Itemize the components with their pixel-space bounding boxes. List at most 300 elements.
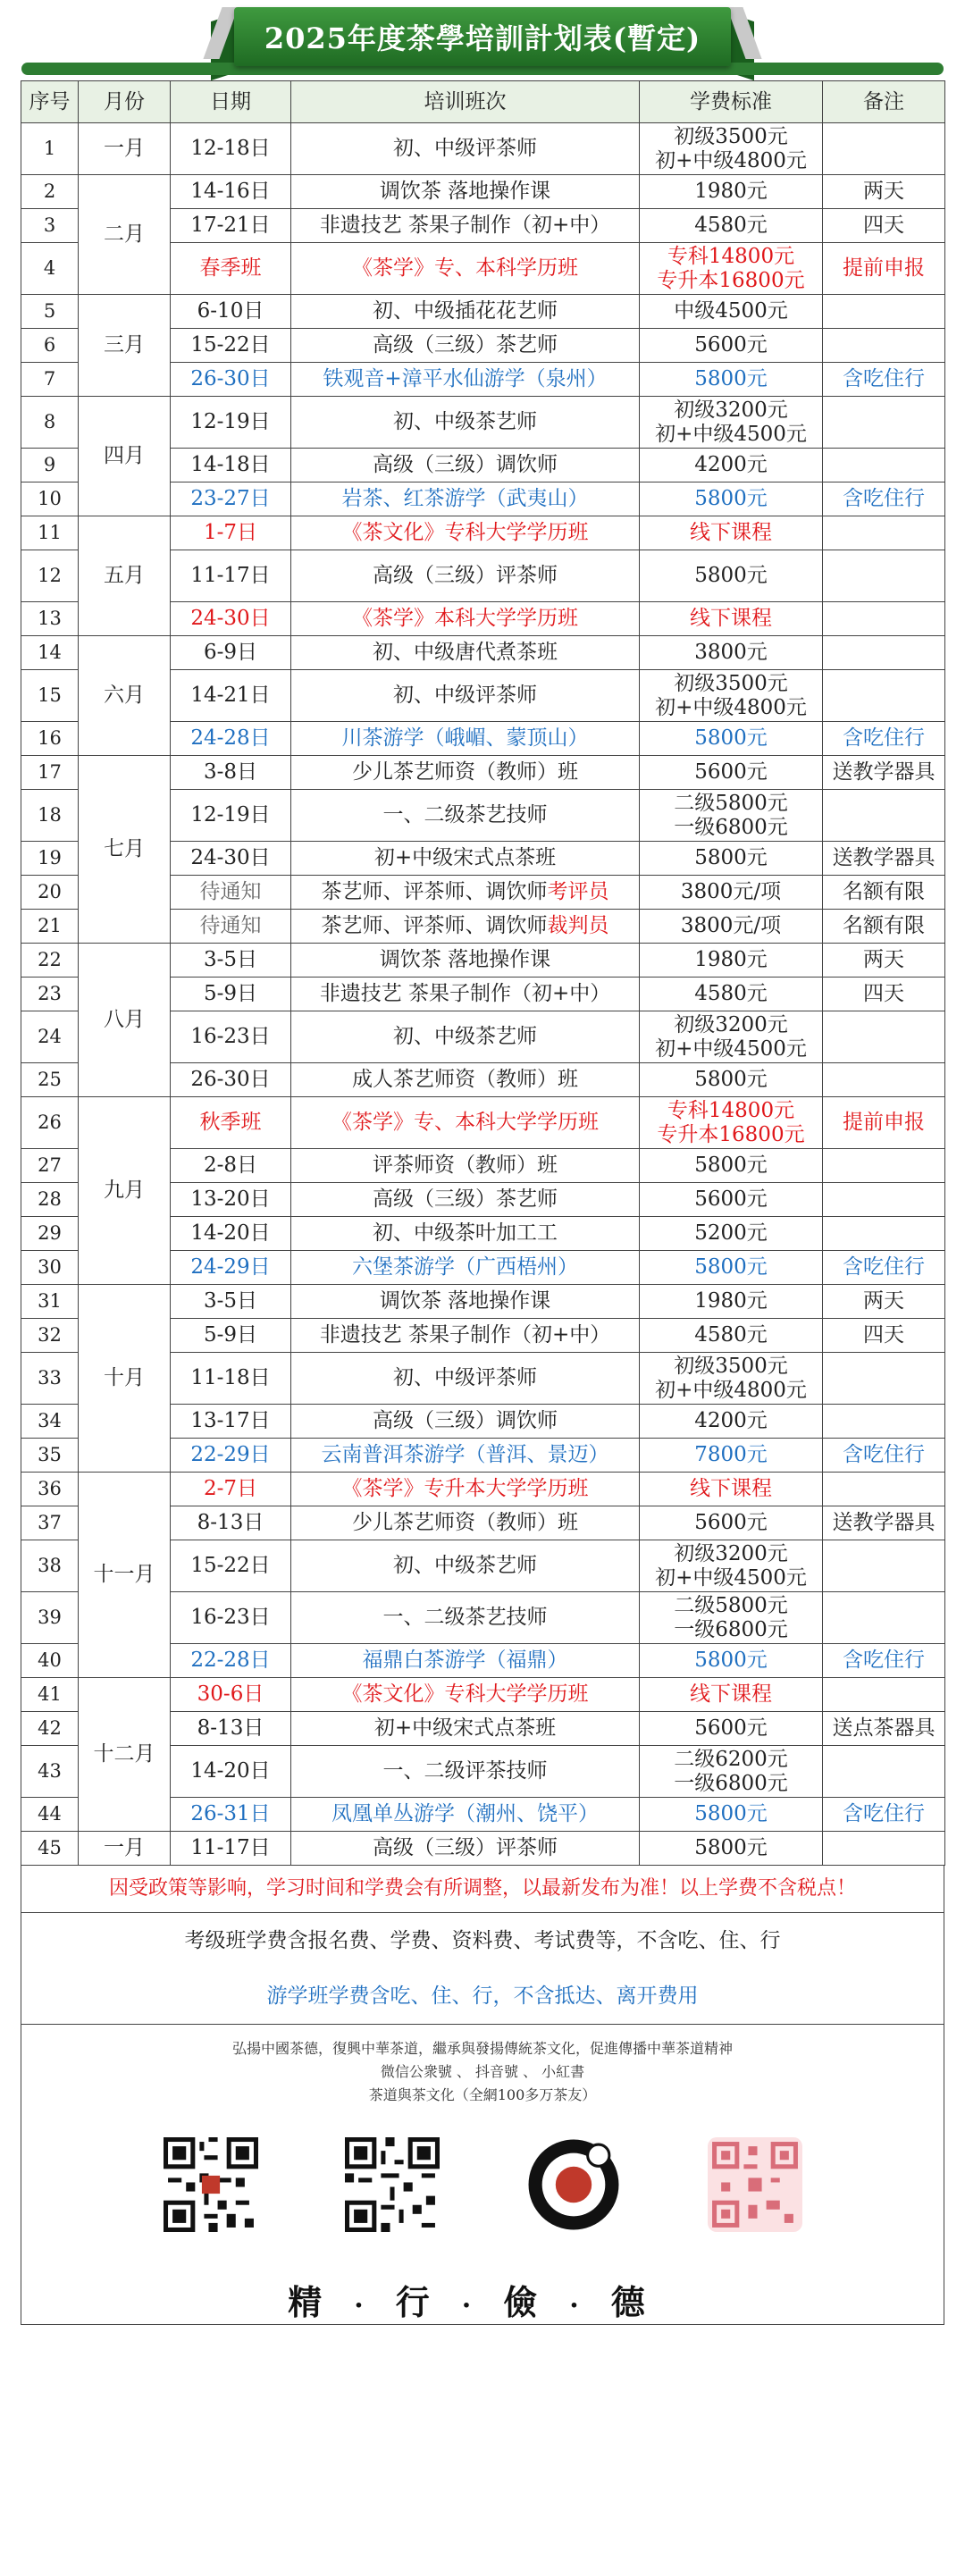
note-cell: 送教学器具: [823, 756, 945, 790]
month-cell: 三月: [79, 295, 171, 397]
date-cell: 26-30日: [171, 1063, 291, 1097]
fee-cell: [640, 978, 823, 1011]
date-cell: 13-17日: [171, 1405, 291, 1439]
fee-cell: [640, 1592, 823, 1644]
table-row: [21, 1473, 945, 1506]
course-name: 高级（三级）茶艺师: [373, 1187, 558, 1211]
date-cell: 14-20日: [171, 1746, 291, 1798]
qr-icon: [164, 2137, 258, 2232]
course-cell: [291, 1097, 640, 1149]
fee-cell: [640, 1405, 823, 1439]
note-cell: [823, 516, 945, 550]
row-number: 21: [21, 910, 79, 944]
date-cell: 6-9日: [171, 636, 291, 670]
course-cell: [291, 670, 640, 722]
fee-line: 3800元/项: [680, 880, 782, 903]
date-cell: 待通知: [171, 910, 291, 944]
row-number: 16: [21, 722, 79, 756]
title-banner: [234, 7, 731, 66]
fee-line: 专升本16800元: [657, 1122, 805, 1146]
row-number: 43: [21, 1746, 79, 1798]
fee-line: 线下课程: [690, 607, 772, 630]
date-cell: 26-31日: [171, 1798, 291, 1832]
course-name: 初、中级茶艺师: [393, 1554, 537, 1577]
course-name: 初+中级宋式点茶班: [373, 1716, 557, 1740]
row-number: 44: [21, 1798, 79, 1832]
course-cell: [291, 790, 640, 842]
date-cell: 春季班: [171, 243, 291, 295]
fee-cell: [640, 1798, 823, 1832]
note-cell: [823, 602, 945, 636]
table-header-row: [21, 81, 945, 123]
fee-cell: [640, 1746, 823, 1798]
fee-line: 专科14800元: [667, 244, 795, 268]
course-name: 《茶文化》专科大学学历班: [341, 521, 589, 544]
fee-line: 4200元: [694, 1409, 768, 1432]
course-cell: [291, 978, 640, 1011]
table-row: [21, 636, 945, 670]
fee-line: 5800元: [694, 846, 768, 869]
date-cell: 12-19日: [171, 397, 291, 449]
date-cell: 17-21日: [171, 209, 291, 243]
date-cell: 15-22日: [171, 1540, 291, 1592]
fee-cell: [640, 449, 823, 482]
course-cell: [291, 175, 640, 209]
course-name: 初、中级唐代煮茶班: [373, 641, 558, 664]
fee-line: 二级5800元: [674, 791, 788, 815]
row-number: 14: [21, 636, 79, 670]
date-cell: 14-18日: [171, 449, 291, 482]
fee-line: 5800元: [694, 1649, 768, 1672]
course-name: 少儿茶艺师资（教师）班: [352, 1511, 578, 1534]
fee-line: 5600元: [694, 333, 768, 357]
header-date: 日期: [171, 81, 291, 123]
course-cell: [291, 363, 640, 397]
fee-line: 中级4500元: [674, 299, 788, 323]
fee-line: 5800元: [694, 1255, 768, 1279]
course-name: 高级（三级）调饮师: [373, 453, 558, 476]
fee-cell: [640, 209, 823, 243]
course-cell: [291, 944, 640, 978]
fee-cell: [640, 1149, 823, 1183]
wechat-qr-code[interactable]: [164, 2137, 258, 2232]
date-cell: 24-30日: [171, 602, 291, 636]
date-cell: 24-29日: [171, 1251, 291, 1285]
course-name: 初、中级评茶师: [393, 137, 537, 160]
note-cell: [823, 397, 945, 449]
course-name: 调饮茶 落地操作课: [379, 1289, 551, 1313]
footer: [21, 1866, 944, 2325]
course-name: 福鼎白茶游学（福鼎）: [362, 1649, 568, 1672]
fee-line: 4200元: [694, 453, 768, 476]
fee-line: 4580元: [694, 1323, 768, 1347]
row-number: 11: [21, 516, 79, 550]
fee-line: 初级3500元: [674, 1354, 788, 1378]
month-cell: 八月: [79, 944, 171, 1097]
course-name: 非遗技艺 茶果子制作（初+中）: [319, 214, 611, 237]
course-cell: [291, 123, 640, 175]
course-name: 高级（三级）评茶师: [373, 1836, 558, 1859]
note-cell: 含吃住行: [823, 722, 945, 756]
note-cell: 名额有限: [823, 876, 945, 910]
fee-line: 1980元: [694, 1289, 768, 1313]
fee-cell: [640, 670, 823, 722]
course-cell: [291, 449, 640, 482]
course-name: 一、二级茶艺技师: [382, 1606, 548, 1629]
note-cell: 含吃住行: [823, 482, 945, 516]
fee-line: 二级6200元: [674, 1747, 788, 1771]
date-cell: 22-29日: [171, 1439, 291, 1473]
douyin-icon: [526, 2137, 621, 2232]
date-cell: 15-22日: [171, 329, 291, 363]
douyin-qr-code[interactable]: [345, 2137, 440, 2232]
note-cell: [823, 329, 945, 363]
fee-line: 初+中级4500元: [655, 422, 807, 446]
fee-line: 7800元: [694, 1443, 768, 1466]
row-number: 26: [21, 1097, 79, 1149]
month-cell: 九月: [79, 1097, 171, 1285]
date-cell: 11-17日: [171, 1832, 291, 1866]
row-number: 29: [21, 1217, 79, 1251]
row-number: 25: [21, 1063, 79, 1097]
note-cell: 四天: [823, 978, 945, 1011]
fee-line: 初+中级4800元: [655, 695, 807, 719]
row-number: 35: [21, 1439, 79, 1473]
note-cell: 含吃住行: [823, 363, 945, 397]
row-number: 15: [21, 670, 79, 722]
fee-cell: [640, 1712, 823, 1746]
fee-cell: [640, 397, 823, 449]
note-cell: [823, 1473, 945, 1506]
date-cell: 待通知: [171, 876, 291, 910]
note-cell: 提前申报: [823, 243, 945, 295]
note-cell: [823, 1353, 945, 1405]
course-cell: [291, 243, 640, 295]
fee-line: 3800元/项: [680, 914, 782, 937]
course-name: 调饮茶 落地操作课: [379, 948, 551, 971]
note-cell: 送教学器具: [823, 842, 945, 876]
course-name: 初、中级插花花艺师: [373, 299, 558, 323]
date-cell: 8-13日: [171, 1506, 291, 1540]
fee-line: 5800元: [694, 1802, 768, 1825]
row-number: 6: [21, 329, 79, 363]
course-cell: [291, 636, 640, 670]
row-number: 13: [21, 602, 79, 636]
fee-cell: [640, 790, 823, 842]
fee-line: 初+中级4800元: [655, 1378, 807, 1402]
note-cell: 名额有限: [823, 910, 945, 944]
course-name: 初、中级茶艺师: [393, 410, 537, 433]
fee-cell: [640, 1217, 823, 1251]
row-number: 41: [21, 1678, 79, 1712]
fee-cell: [640, 1097, 823, 1149]
fee-cell: [640, 243, 823, 295]
date-cell: 14-16日: [171, 175, 291, 209]
row-number: 3: [21, 209, 79, 243]
note-cell: [823, 1405, 945, 1439]
table-row: [21, 295, 945, 329]
fee-cell: [640, 1011, 823, 1063]
fee-cell: [640, 1678, 823, 1712]
row-number: 33: [21, 1353, 79, 1405]
fee-cell: [640, 1473, 823, 1506]
fee-line: 3800元: [694, 641, 768, 664]
date-cell: 12-19日: [171, 790, 291, 842]
course-cell: [291, 1353, 640, 1405]
note-cell: 含吃住行: [823, 1644, 945, 1678]
course-name: 岩茶、红茶游学（武夷山）: [341, 487, 589, 510]
note-cell: 两天: [823, 944, 945, 978]
fee-line: 5800元: [694, 564, 768, 587]
motto-char: 儉: [503, 2282, 570, 2322]
month-cell: 五月: [79, 516, 171, 636]
fee-line: 1980元: [694, 948, 768, 971]
schedule-table-wrap: [21, 80, 944, 1866]
course-cell: [291, 295, 640, 329]
course-cell: [291, 397, 640, 449]
row-number: 30: [21, 1251, 79, 1285]
date-cell: 30-6日: [171, 1678, 291, 1712]
course-name: 高级（三级）茶艺师: [373, 333, 558, 357]
note-cell: 提前申报: [823, 1097, 945, 1149]
course-name: 初、中级评茶师: [393, 1366, 537, 1389]
table-row: [21, 175, 945, 209]
date-cell: 14-21日: [171, 670, 291, 722]
date-cell: 16-23日: [171, 1592, 291, 1644]
note-cell: [823, 1832, 945, 1866]
course-name: 高级（三级）调饮师: [373, 1409, 558, 1432]
month-cell: 十一月: [79, 1473, 171, 1678]
date-cell: 8-13日: [171, 1712, 291, 1746]
fee-cell: [640, 1063, 823, 1097]
course-name: 评茶师资（教师）班: [373, 1154, 558, 1177]
course-cell: [291, 1506, 640, 1540]
table-row: [21, 1285, 945, 1319]
qr-icon: [345, 2137, 440, 2232]
row-number: 19: [21, 842, 79, 876]
date-cell: 秋季班: [171, 1097, 291, 1149]
fee-line: 5600元: [694, 1187, 768, 1211]
month-cell: 四月: [79, 397, 171, 516]
course-role: 裁判员: [547, 914, 609, 937]
course-cell: [291, 910, 640, 944]
course-name: 云南普洱茶游学（普洱、景迈）: [321, 1443, 609, 1466]
note-cell: [823, 1183, 945, 1217]
course-name: 一、二级评茶技师: [382, 1759, 548, 1783]
fee-line: 初+中级4800元: [655, 148, 807, 172]
xiaohongshu-qr-code[interactable]: [708, 2137, 802, 2232]
month-cell: 七月: [79, 756, 171, 944]
fee-line: 初+中级4500元: [655, 1036, 807, 1061]
fee-line: 1980元: [694, 180, 768, 203]
header-note: 备注: [823, 81, 945, 123]
motto-char: 行: [395, 2282, 462, 2322]
note-cell: [823, 449, 945, 482]
course-cell: [291, 1832, 640, 1866]
date-cell: 13-20日: [171, 1183, 291, 1217]
fee-line: 5800元: [694, 1068, 768, 1091]
fee-line: 一级6800元: [674, 1771, 788, 1795]
course-cell: [291, 1712, 640, 1746]
fee-cell: [640, 636, 823, 670]
course-cell: [291, 1678, 640, 1712]
fee-line: 4580元: [694, 214, 768, 237]
note-cell: [823, 636, 945, 670]
date-cell: 2-8日: [171, 1149, 291, 1183]
slogan: 弘揚中國茶德，復興中華茶道，繼承與發揚傳統茶文化，促進傳播中華茶道精神: [231, 2040, 733, 2057]
row-number: 34: [21, 1405, 79, 1439]
note-cell: [823, 1063, 945, 1097]
row-number: 37: [21, 1506, 79, 1540]
note-cell: [823, 1746, 945, 1798]
course-name: 高级（三级）评茶师: [373, 564, 558, 587]
qr-code-row: [21, 2107, 944, 2243]
course-cell: [291, 1251, 640, 1285]
date-cell: 3-5日: [171, 1285, 291, 1319]
row-number: 20: [21, 876, 79, 910]
course-name: 《茶文化》专科大学学历班: [341, 1682, 589, 1706]
course-cell: [291, 1149, 640, 1183]
course-cell: [291, 1183, 640, 1217]
course-cell: [291, 1405, 640, 1439]
note-cell: 两天: [823, 175, 945, 209]
table-row: [21, 944, 945, 978]
fee-line: 5800元: [694, 726, 768, 750]
month-cell: 一月: [79, 123, 171, 175]
header-course: 培训班次: [291, 81, 640, 123]
row-number: 28: [21, 1183, 79, 1217]
date-cell: 6-10日: [171, 295, 291, 329]
fee-cell: [640, 1540, 823, 1592]
course-name: 凤凰单丛游学（潮州、饶平）: [331, 1802, 599, 1825]
note-cell: 四天: [823, 209, 945, 243]
fee-line: 5800元: [694, 487, 768, 510]
date-cell: 22-28日: [171, 1644, 291, 1678]
course-cell: [291, 602, 640, 636]
row-number: 39: [21, 1592, 79, 1644]
date-cell: 12-18日: [171, 123, 291, 175]
course-name: 初+中级宋式点茶班: [373, 846, 557, 869]
course-cell: [291, 1644, 640, 1678]
row-number: 7: [21, 363, 79, 397]
course-name: 成人茶艺师资（教师）班: [352, 1068, 578, 1091]
note-cell: [823, 550, 945, 602]
course-cell: [291, 482, 640, 516]
note-cell: [823, 1217, 945, 1251]
note-cell: [823, 1678, 945, 1712]
row-number: 17: [21, 756, 79, 790]
course-cell: [291, 876, 640, 910]
course-name: 川茶游学（峨嵋、蒙顶山）: [341, 726, 589, 750]
banner-ribbon-right: [726, 7, 761, 59]
table-row: [21, 397, 945, 449]
motto-dot: ·: [354, 2290, 396, 2321]
fee-cell: [640, 1506, 823, 1540]
social-accounts: 微信公衆號 、 抖音號 、 小紅書: [380, 2063, 585, 2080]
fee-cell: [640, 944, 823, 978]
fee-line: 5800元: [694, 1836, 768, 1859]
month-cell: 六月: [79, 636, 171, 756]
row-number: 8: [21, 397, 79, 449]
date-cell: 2-7日: [171, 1473, 291, 1506]
page-title: 2025年度茶學培訓計划表(暫定): [264, 21, 701, 55]
fee-cell: [640, 550, 823, 602]
course-name: 初、中级茶叶加工工: [373, 1221, 558, 1245]
motto-dot: ·: [461, 2290, 504, 2321]
motto: [21, 2275, 944, 2324]
course-name: 《茶学》专升本大学学历班: [341, 1477, 589, 1500]
month-cell: 十二月: [79, 1678, 171, 1832]
table-row: [21, 123, 945, 175]
course-name: 一、二级茶艺技师: [382, 803, 548, 827]
course-cell: [291, 1285, 640, 1319]
fee-line: 一级6800元: [674, 815, 788, 839]
course-name: 少儿茶艺师资（教师）班: [352, 760, 578, 784]
row-number: 22: [21, 944, 79, 978]
table-row: [21, 1832, 945, 1866]
qr-icon: [708, 2137, 802, 2232]
motto-char: 精: [288, 2282, 355, 2322]
tiktok-qr-code[interactable]: [526, 2137, 621, 2232]
fee-cell: [640, 1644, 823, 1678]
motto-dot: ·: [569, 2290, 611, 2321]
course-cell: [291, 1798, 640, 1832]
fee-cell: [640, 1285, 823, 1319]
row-number: 42: [21, 1712, 79, 1746]
fee-cell: [640, 1251, 823, 1285]
note-cell: [823, 1592, 945, 1644]
course-cell: [291, 756, 640, 790]
row-number: 12: [21, 550, 79, 602]
row-number: 2: [21, 175, 79, 209]
fee-cell: [640, 722, 823, 756]
header-month: 月份: [79, 81, 171, 123]
row-number: 32: [21, 1319, 79, 1353]
course-cell: [291, 329, 640, 363]
note-cell: [823, 790, 945, 842]
date-cell: 11-18日: [171, 1353, 291, 1405]
date-cell: 16-23日: [171, 1011, 291, 1063]
fee-cell: [640, 329, 823, 363]
row-number: 24: [21, 1011, 79, 1063]
note-cell: 含吃住行: [823, 1798, 945, 1832]
row-number: 27: [21, 1149, 79, 1183]
fee-line: 5600元: [694, 1716, 768, 1740]
fee-cell: [640, 295, 823, 329]
row-number: 38: [21, 1540, 79, 1592]
brand-name: 茶道與茶文化（全網100多万茶友）: [368, 2086, 597, 2103]
course-name: 非遗技艺 茶果子制作（初+中）: [319, 1323, 611, 1347]
table-row: [21, 1678, 945, 1712]
table-row: [21, 756, 945, 790]
row-number: 45: [21, 1832, 79, 1866]
table-row: [21, 516, 945, 550]
date-cell: 3-8日: [171, 756, 291, 790]
fee-line: 5200元: [694, 1221, 768, 1245]
note-cell: [823, 1540, 945, 1592]
fee-line: 初级3200元: [674, 1012, 788, 1036]
course-name: 《茶学》专、本科大学学历班: [331, 1111, 599, 1134]
fee-cell: [640, 123, 823, 175]
note-cell: 送点茶器具: [823, 1712, 945, 1746]
date-cell: 3-5日: [171, 944, 291, 978]
row-number: 40: [21, 1644, 79, 1678]
course-name: 初、中级茶艺师: [393, 1025, 537, 1048]
tour-fee-note: 游学班学费含吃、住、行，不含抵达、离开费用: [266, 1984, 699, 2008]
course-name: 《茶学》专、本科学历班: [352, 256, 578, 280]
course-cell: [291, 1540, 640, 1592]
fee-cell: [640, 756, 823, 790]
